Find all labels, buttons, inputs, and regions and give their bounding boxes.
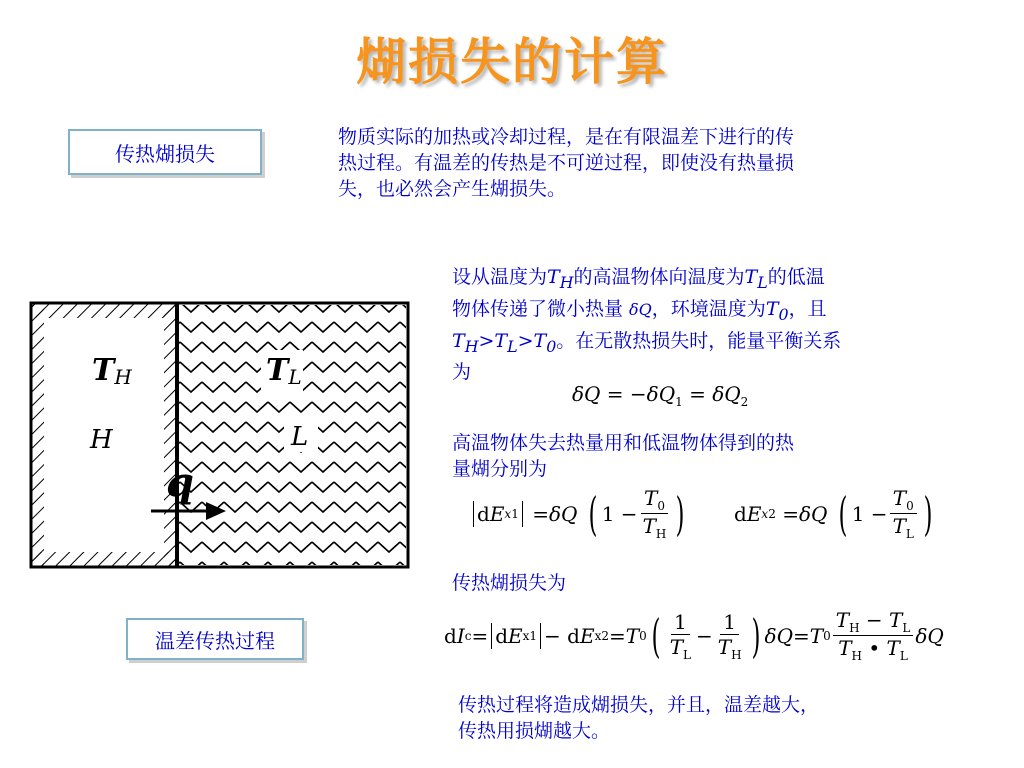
h-label: H (90, 425, 113, 455)
th-label: TH (92, 353, 132, 389)
energy-balance-equation: $\delta Q = -\delta Q_1 = \delta Q_2$ (572, 382, 749, 409)
page-title: 煳损失的计算 (356, 33, 668, 91)
loss-label: 传热煳损失为 (452, 572, 567, 594)
intro-line: 失，也必然会产生煳损失。 (338, 178, 567, 200)
setup-line: 为 (452, 361, 472, 384)
conclusion-line: 传热用损煳越大。 (458, 720, 611, 742)
temp-diff-process-tag: 温差传热过程 (126, 618, 304, 660)
q-label: q (166, 459, 194, 506)
heat-transfer-loss-tag: 传热煳损失 (68, 129, 262, 175)
conclusion-line: 传热过程将造成煳损失，并且，温差越大， (458, 694, 820, 716)
desc-line: 量煳分别为 (452, 458, 548, 480)
setup-paragraph (452, 264, 1012, 385)
exergy-description (452, 430, 1012, 482)
heat-transfer-diagram (26, 298, 416, 578)
setup-line: $T_H>T_L>T_0$。在无散热损失时，能量平衡关系 (452, 329, 842, 356)
setup-line: 设从温度为$T_H$的高温物体向温度为$T_L$的低温 (452, 266, 825, 292)
desc-line: 高温物体失去热量用和低温物体得到的热 (452, 432, 795, 454)
setup-line: 物体传递了微小热量 δQ，环境温度为$T_0$，且 (452, 297, 827, 324)
intro-line: 物质实际的加热或冷却过程，是在有限温差下进行的传 (338, 126, 795, 148)
exergy-equation-2: d E x 2 = δQ ( 1 − $\frac{T_0}{T_L}$ ) (734, 486, 933, 541)
l-label: L (291, 422, 309, 452)
exergy-loss-equation: d I c = d E x1 − d E x2 = T 0 ( $\frac{1}{T_L}$ − $\frac{1}{T_H}$ ) δQ = T 0 $\frac{T_H - T_L}{T_H • T_L}$ δQ (444, 608, 944, 663)
intro-line: 热过程。有温差的传热是不可逆过程，即使没有热量损 (338, 152, 795, 174)
intro-paragraph (338, 124, 978, 202)
conclusion (458, 692, 1018, 744)
tl-label: TL (266, 353, 302, 389)
exergy-equation-1: d E x 1 = δQ ( 1 − $\frac{T_0}{T_H}$ ) (470, 486, 689, 541)
